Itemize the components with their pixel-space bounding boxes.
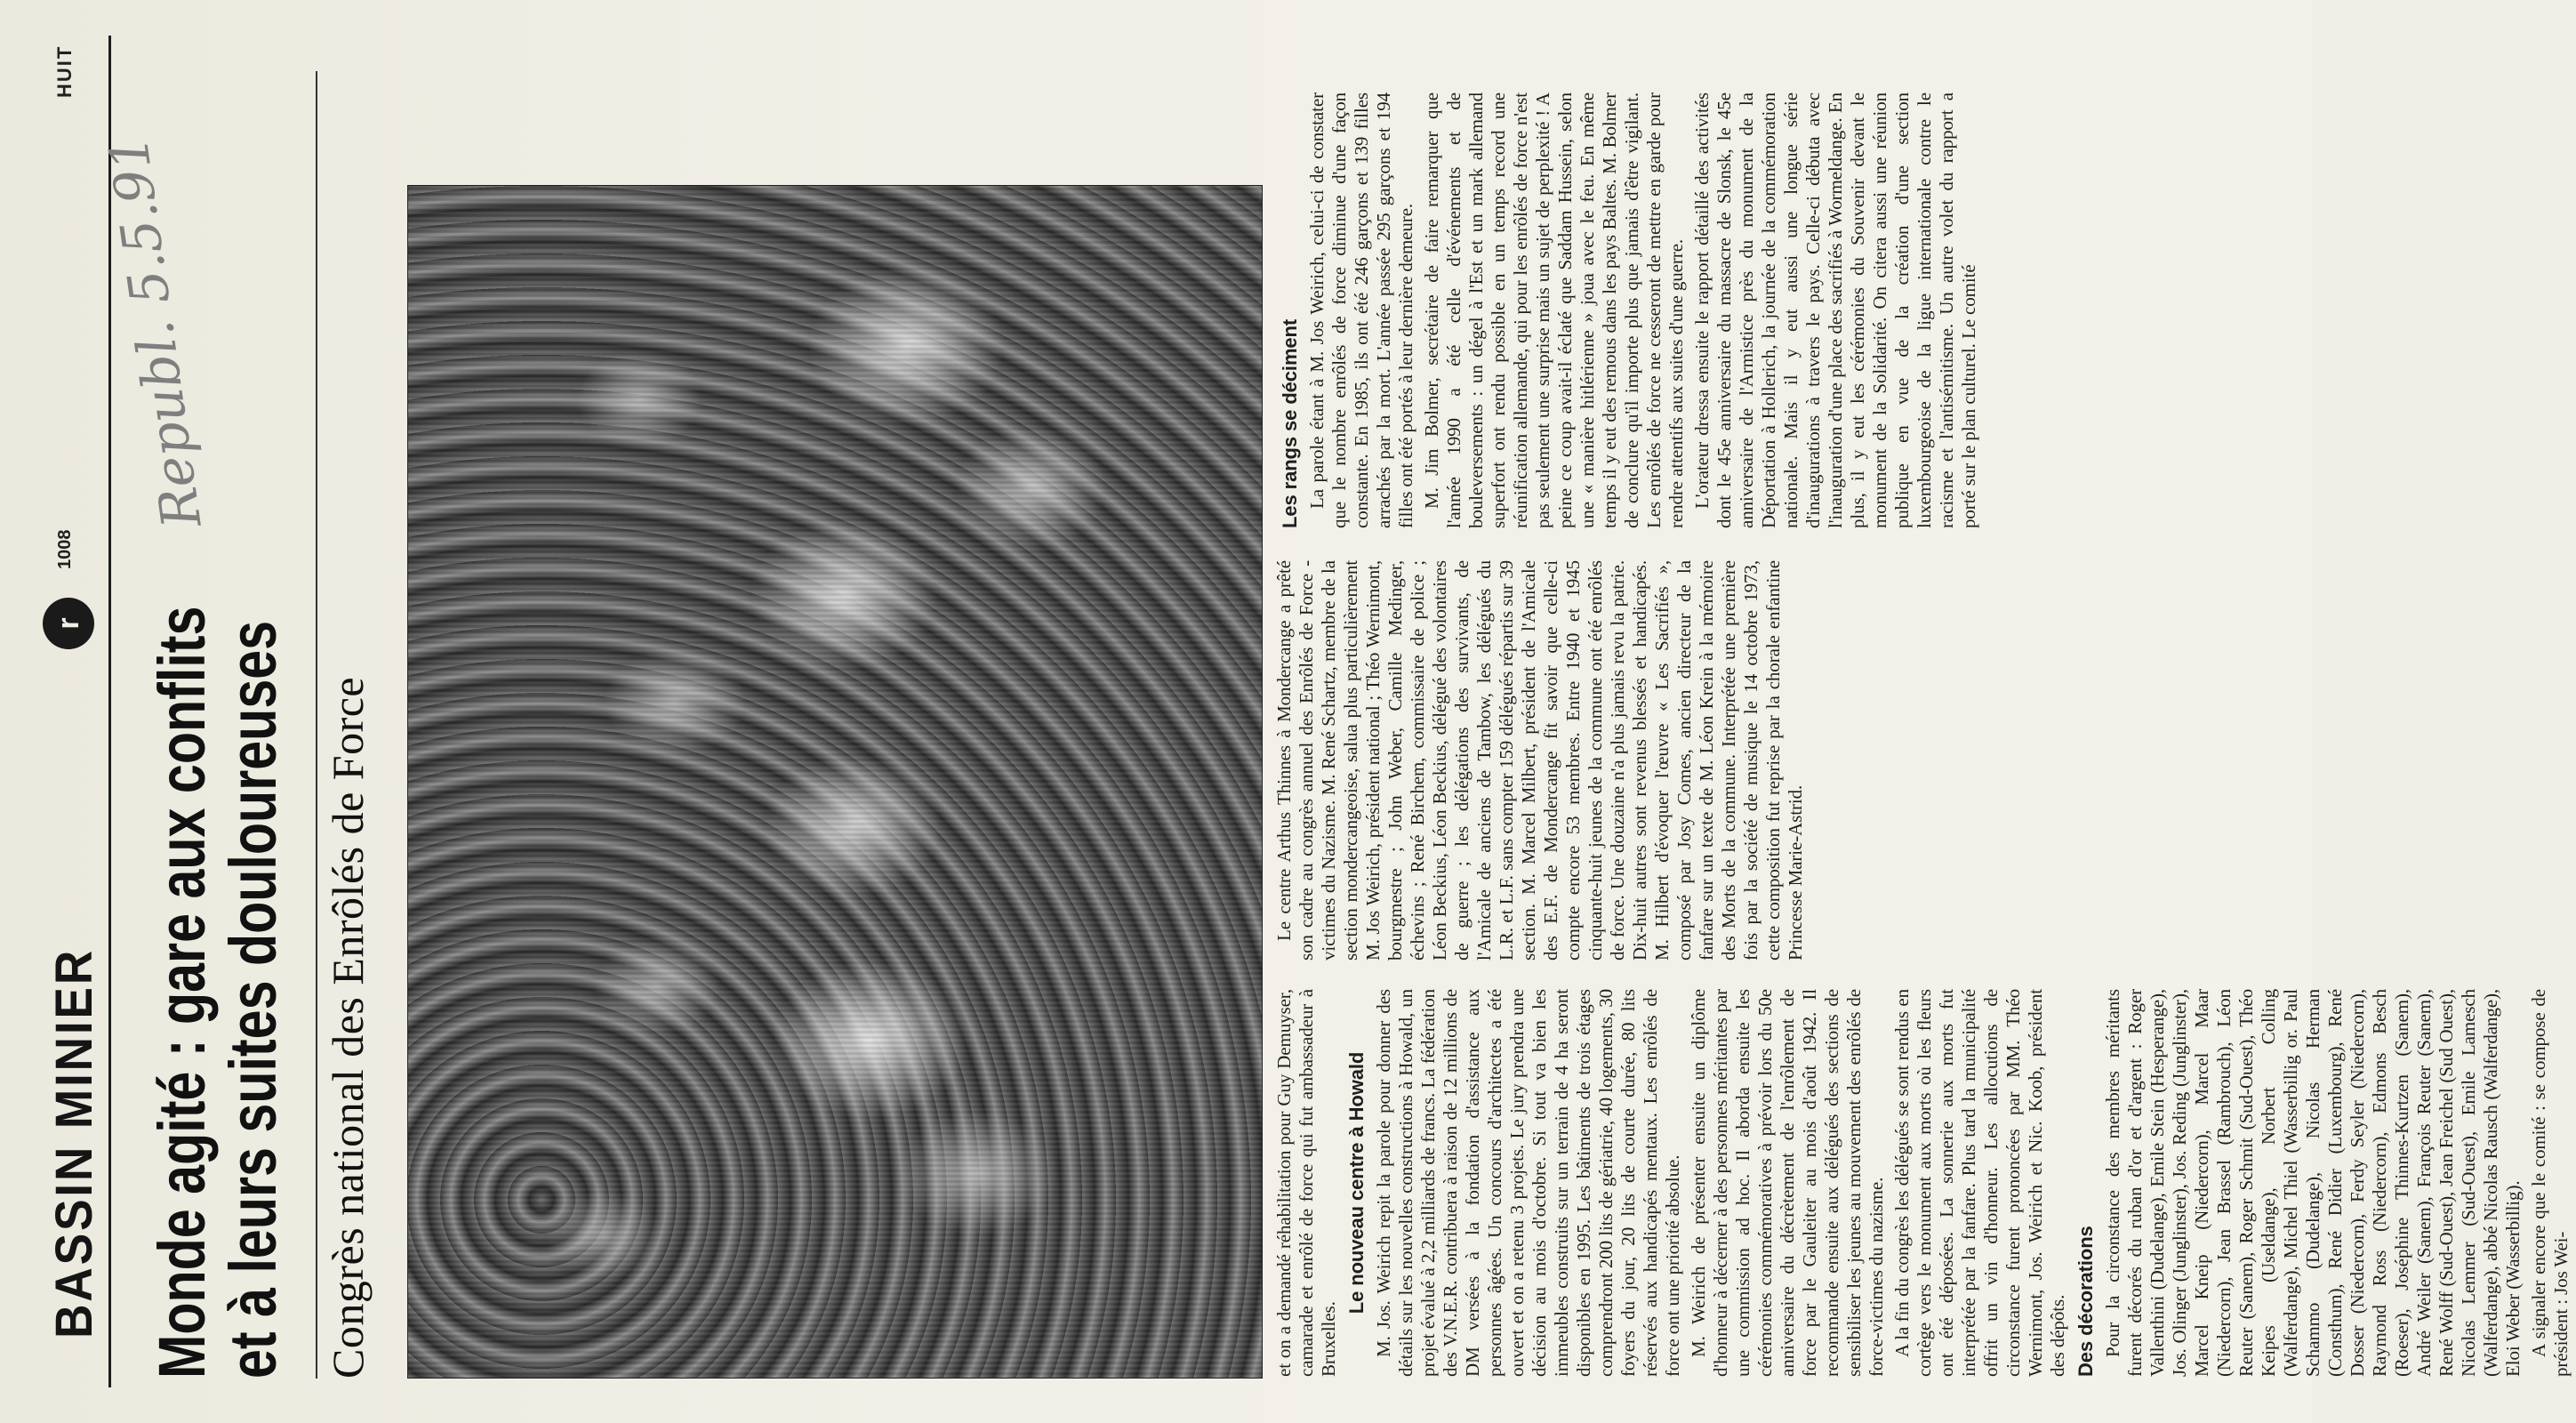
article-column-3 bbox=[1273, 92, 1984, 528]
newspaper-logo-icon: r bbox=[43, 598, 94, 649]
headline-line-1: Monde agité : gare aux conflits bbox=[145, 606, 219, 1379]
section-heading: Des décorations bbox=[2074, 1226, 2097, 1377]
article-column-2 bbox=[1273, 560, 1810, 961]
section-title: BASSIN MINIER bbox=[45, 947, 103, 1339]
column-paragraph: et on a demandé réhabilitation pour Guy Demuyser, camarade et enrôlé de force qui fut ambassadeur à Bruxelles. bbox=[1273, 989, 1339, 1377]
column-paragraph: Pour la circonstance des membres méritants furent décorés du ruban d'or et d'argent : Roger Vallenthini (Dudelange), Emile Stein (Hesperange), Jos. Olinger (Junglinster), Jos. Reding (Junglinster), Marcel Kneip (Niedercorn), Marcel Maar (Niedercorn), Jean Brassel (Rambrouch), Léon Reuter (Sanem), Roger Schmit (Sud-Ouest), Théo Keipes (Useldange), Norbert Colling (Walferdange), Michel Thiel (Wasserbillig or. Paul Schammo (Dudelange), Nicolas Herman (Consthum), René Didier (Luxembourg), René Dosser (Niedercorn), Ferdy Seyler (Niedercorn), Raymond Ross (Niedercorn), Edmons Besch (Roeser), Joséphine Thinnes-Kurtzen (Sanem), André Weiler (Sanem), François Reuter (Sanem), René Wolff (Sud-Ouest), Jean Freichel (Sud Ouest), Nicolas Lemmer (Sud-Ouest), Emile Lamesch (Walferdange), abbé Nicolas Rausch (Walferdange), Eloi Weber (Wasserbillig). bbox=[2102, 989, 2524, 1377]
subtitle-rule bbox=[316, 71, 317, 1379]
subtitle: Congrès national des Enrôlés de Force bbox=[323, 676, 373, 1379]
header-label: HUIT bbox=[53, 44, 76, 98]
section-heading: Le nouveau centre à Howald bbox=[1345, 1051, 1368, 1314]
handwritten-note: Republ. 5.5.91 bbox=[97, 131, 214, 532]
headline bbox=[147, 553, 289, 1379]
group-photograph bbox=[407, 185, 1263, 1379]
column-paragraph: M. Jim Bolmer, secrétaire de faire remarquer que l'année 1990 a été celle d'événements et de bouleversements : un dégel à l'Est et un mark allemand superfort ont rendu possible en un temps record une réunification allemande, qui pour les enrôlés de force n'est pas seulement une surprise mais un sujet de perplexité ! A peine ce coup avait-il éclaté que Saddam Hussein, selon une « manière hitlérienne » joua avec le feu. En même temps il y eut des remous dans les pays Baltes. M. Bolmer de conclure qu'il importe plus que jamais d'être vigilant. Les enrôlés de force ne cesseront de mettre en garde pour rendre attentifs aux suites d'une guerre. bbox=[1421, 92, 1687, 528]
column-paragraph: M. Jos. Weirich repit la parole pour donner des détails sur les nouvelles constructions à Howald, un projet évalué à 2,2 milliards de francs. La fédération des V.N.E.R. contribuera à raison de 12 millions de DM versées à la fondation d'assistance aux personnes âgées. Un concours d'architectes a été ouvert et on a retenu 3 projets. Le jury prendra une décision au mois d'octobre. Si tout va bien les immeubles construits sur un terrain de 4 ha seront disponibles en 1995. Les bâtiments de trois étages comprendront 200 lits de gériatrie, 40 logements, 30 foyers du jour, 20 lits de courte durée, 80 lits réservés aux handicapés mentaux. Les enrôlés de force ont une priorité absolue. bbox=[1373, 989, 1683, 1377]
photo-texture bbox=[408, 186, 1262, 1378]
column-paragraph: A la fin du congrès les délégués se sont rendus en cortège vers le monument aux morts où les fleurs ont été déposées. La sonnerie aux morts fut interprétée par la fanfare. Plus tard la municipalité offrit un vin d'honneur. Les allocutions de circonstance furent prononcées par MM. Théo Wernimont, Jos. Weirich et Nic. Koob, président des dépôts. bbox=[1891, 989, 2068, 1377]
article-column-1 bbox=[1273, 989, 2576, 1377]
section-heading: Les rangs se déciment bbox=[1279, 318, 1301, 528]
headline-line-2: et à leurs suites douloureuses bbox=[216, 620, 290, 1379]
page-number: 1008 bbox=[55, 529, 75, 569]
column-paragraph: Le centre Arthus Thinnes à Mondercange a prêté son cadre au congrès annuel des Enrôlés de Force - victimes du Nazisme. M. René Schartz, membre de la section mondercangeoise, salua plus particulièrement M. Jos Weirich, président national ; Théo Wernimont, bourgmestre ; John Weber, Camille Medinger, échevins ; René Birchem, commissaire de police ; Léon Beckius, Léon Beckius, délégué des volontaires de guerre ; les délégations des survivants, de l'Amicale de anciens de Tambow, les délégués du L.R. et L.F. sans compter 159 délégués répartis sur 39 section. M. Marcel Milbert, président de l'Amicale des E.F. de Mondercange fit savoir que celle-ci compte encore 53 membres. Entre 1940 et 1945 cinquante-huit jeunes de la commune ont été enrôlés de force. Une douzaine n'a plus jamais revu la patrie. Dix-huit autres sont revenus blessés et handicapés. M. Hilbert d'évoquer l'œuvre « Les Sacrifiés », composé par Josy Comes, ancien directeur de la fanfare sur un texte de M. Léon Krein à la mémoire des Morts de la commune. Interprétée une première fois par la société de musique le 14 octobre 1973, cette composition fut reprise par la chorale enfantine Princesse Marie-Astrid. bbox=[1273, 560, 1806, 961]
column-paragraph: L'orateur dressa ensuite le rapport détaillé des activités dont le 45e anniversaire du massacre de Slonsk, le 45e anniversaire de l'Armistice près du monument de la Déportation à Hollerich, la journée de la commémoration nationale. Mais il y eut aussi une longue série d'inaugurations à travers le pays. Celle-ci débuta avec l'inauguration d'une place des sacrifiés à Wormeldange. En plus, il y eut les cérémonies du Souvenir devant le monument de la Solidarité. On citera aussi une réunion publique en vue de la création d'une section luxembourgeoise de la ligue internationale contre le racisme et l'antisémitisme. Un autre volet du rapport a porté sur le plan culturel. Le comité bbox=[1691, 92, 1979, 528]
column-paragraph: La parole étant à M. Jos Weirich, celui-ci de constater que le nombre enrôlés de force diminue d'une façon constante. En 1985, ils ont été 246 garçons et 139 filles arrachés par la mort. L'année passée 295 garçons et 194 filles ont été portés à leur dernière demeure. bbox=[1306, 92, 1416, 528]
column-paragraph: M. Weirich de présenter ensuite un diplôme d'honneur à décerner à des personnes méritantes par une commission ad hoc. Il aborda ensuite les cérémonies commémoratives à prévoir lors du 50e anniversaire du décrètement de l'enrôlement de force par le Gauleiter au mois d'août 1942. Il recommande ensuite aux délégués des sections de sensibiliser les jeunes au mouvement des enrôlés de force-victimes du nazisme. bbox=[1688, 989, 1887, 1377]
column-paragraph: A signaler encore que le comité : se compose de président : Jos Wei- bbox=[2528, 989, 2572, 1377]
